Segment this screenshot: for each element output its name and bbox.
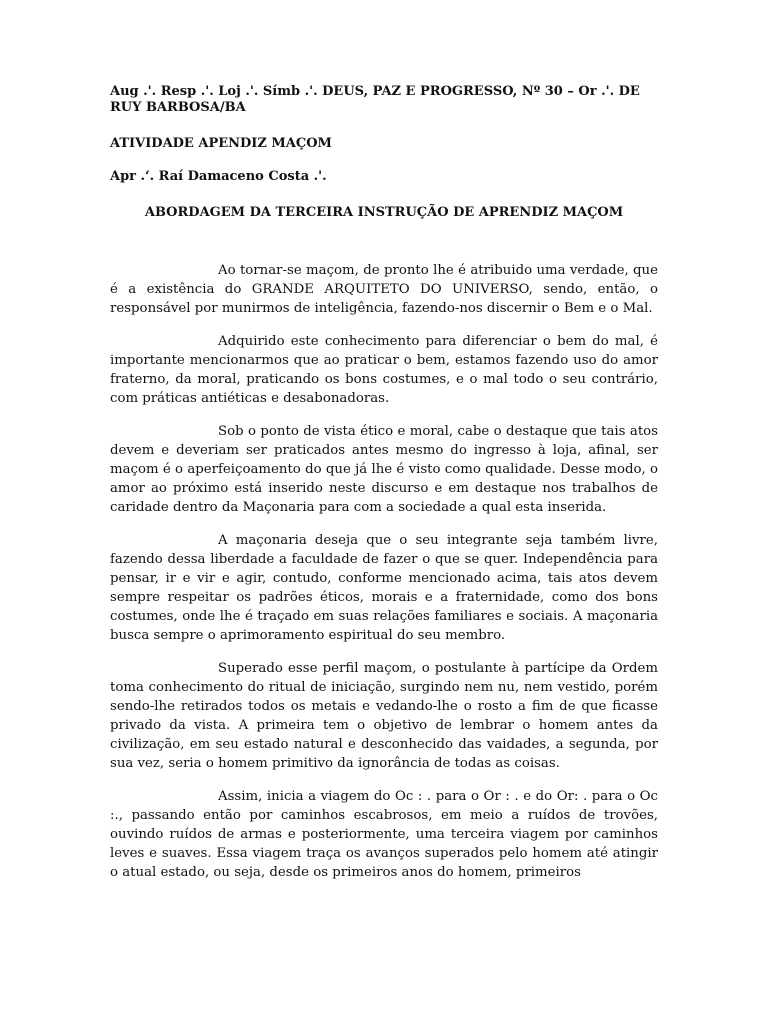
author-line: Apr .‘. Raí Damaceno Costa .'. bbox=[110, 169, 327, 184]
paragraph-6: Assim, inicia a viagem do Oc : . para o Or : . e do Or: . para o Oc :., passando então por caminhos escabrosos, em meio a ruídos de trovões, ouvindo ruídos de armas e posteriormente, uma terceira viagem por caminhos leves e suaves. Essa viagem traça os avanços superados pelo homem até atingir o atual estado, ou seja, desde os primeiros anos do homem, primeiros bbox=[110, 789, 658, 880]
paragraph-4: A maçonaria deseja que o seu integrante seja também livre, fazendo dessa liberdade a faculdade de fazer o que se quer. Independência para pensar, ir e vir e agir, contudo, conforme mencionado acima, tais atos devem sempre respeitar os padrões éticos, morais e a fraternidade, como dos bons costumes, onde lhe é traçado em suas relações familiares e sociais. A maçonaria busca sempre o aprimoramento espiritual do seu membro. bbox=[110, 533, 658, 643]
document-title: ABORDAGEM DA TERCEIRA INSTRUÇÃO DE APRENDIZ MAÇOM bbox=[144, 205, 624, 220]
paragraph-1: Ao tornar-se maçom, de pronto lhe é atribuido uma verdade, que é a existência do GRANDE ARQUITETO DO UNIVERSO, sendo, então, o responsável por munirmos de inteligência, fazendo-nos discernir o Bem e o Mal. bbox=[110, 263, 658, 316]
paragraph-5: Superado esse perfil maçom, o postulante à partícipe da Ordem toma conhecimento do ritual de iniciação, surgindo nem nu, nem vestido, porém sendo-lhe retirados todos os metais e vedando-lhe o rosto a fim de que ficasse privado da vista. A primeira tem o objetivo de lembrar o homem antes da civilização, em seu estado natural e desconhecido das vaidades, a segunda, por sua vez, seria o homem primitivo da ignorância de todas as coisas. bbox=[110, 661, 658, 771]
lodge-header: Aug .'. Resp .'. Loj .'. Símb .'. DEUS, PAZ E PROGRESSO, Nº 30 – Or .'. DE RUY BARBOSA/BA bbox=[110, 84, 640, 115]
activity-heading: ATIVIDADE APENDIZ MAÇOM bbox=[110, 136, 332, 151]
paragraph-2: Adquirido este conhecimento para diferenciar o bem do mal, é importante mencionarmos que ao praticar o bem, estamos fazendo uso do amor fraterno, da moral, praticando os bons costumes, e o mal todo o seu contrário, com práticas antiéticas e desabonadoras. bbox=[110, 334, 658, 406]
paragraph-3: Sob o ponto de vista ético e moral, cabe o destaque que tais atos devem e deveriam ser praticados antes mesmo do ingresso à loja, afinal, ser maçom é o aperfeiçoamento do que já lhe é visto como qualidade. Desse modo, o amor ao próximo está inserido neste discurso e em destaque nos trabalhos de caridade dentro da Maçonaria para com a sociedade a qual esta inserida. bbox=[110, 424, 658, 515]
